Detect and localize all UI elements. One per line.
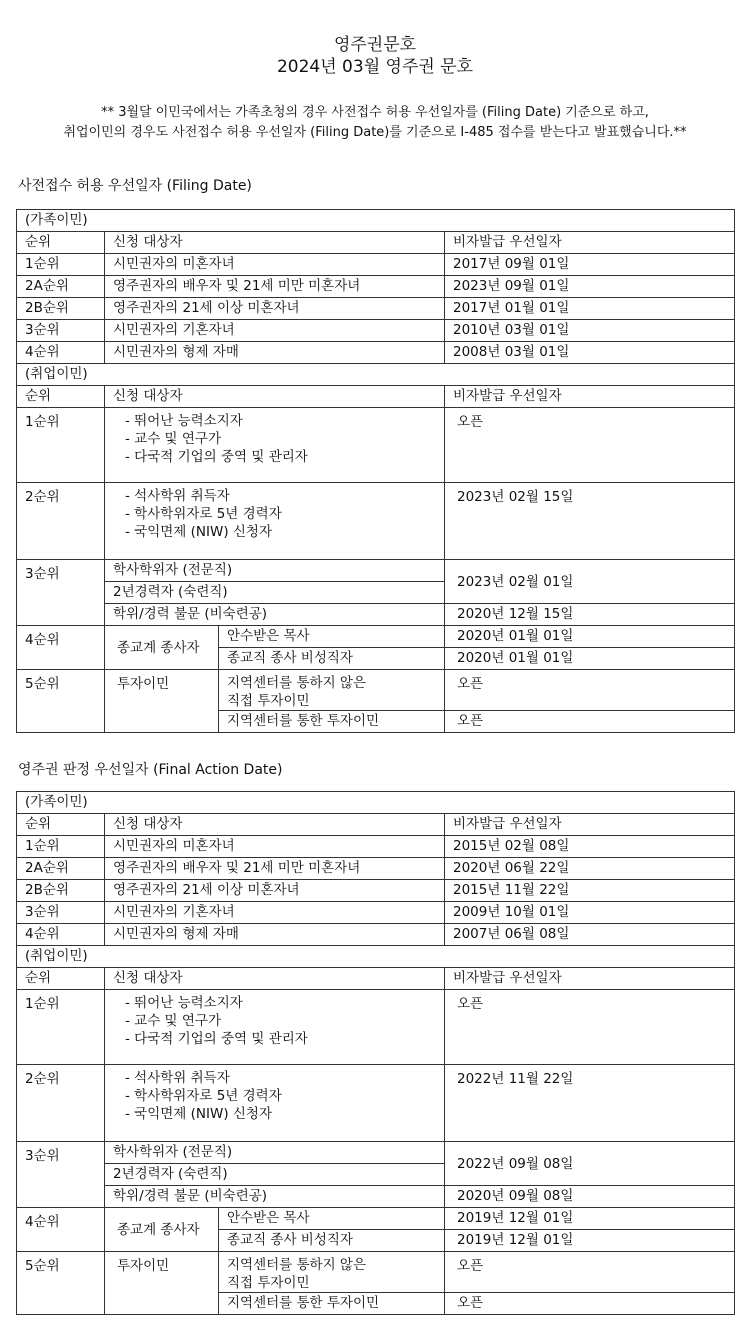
date-cell: 2019년 12월 01일 [445,1230,735,1252]
date-cell: 2020년 09월 08일 [445,1186,735,1208]
date-cell: 2007년 06월 08일 [445,924,735,946]
date-cell: 2017년 09월 01일 [445,254,735,276]
eb3-item: 학사학위자 (전문직) [105,560,445,582]
notice-line-1: ** 3월달 이민국에서는 가족초청의 경우 사전접수 허용 우선일자를 (Filing Date) 기준으로 하고, [101,105,649,120]
table-row [17,880,735,902]
rank-cell: 3순위 [17,902,105,924]
date-cell: 오픈 [445,711,735,733]
table-row [17,298,735,320]
date-cell: 2020년 01월 01일 [445,626,735,648]
rank-cell: 2순위 [17,483,105,560]
final-action-heading: 영주권 판정 우선일자 (Final Action Date) [18,762,283,778]
employment-section-row [17,364,735,386]
eb3-item: 2년경력자 (숙련직) [105,582,445,604]
date-cell: 오픈 [445,670,735,711]
eb1-item: - 뛰어난 능력소지자 [125,995,243,1011]
eb1-row [17,408,735,483]
applicant-cell: 영주권자의 21세 이상 미혼자녀 [105,298,445,320]
eb4-item: 안수받은 목사 [219,626,445,648]
rank-cell: 4순위 [17,626,105,670]
filing-date-heading: 사전접수 허용 우선일자 (Filing Date) [18,178,252,194]
eb3-row [17,604,735,626]
eb3-row [17,1142,735,1164]
page-title: 영주권문호 [333,35,417,55]
applicant-cell: 시민권자의 미혼자녀 [105,836,445,858]
date-cell: 2009년 10월 01일 [445,902,735,924]
eb5-row [17,670,735,711]
eb5-item: 직접 투자이민 [227,1275,310,1291]
table-row [17,320,735,342]
rank-cell: 1순위 [17,990,105,1065]
eb1-item: - 다국적 기업의 중역 및 관리자 [125,449,308,465]
final-action-table [16,791,735,1315]
eb3-row [17,560,735,582]
date-cell: 오픈 [445,408,735,483]
table-row [17,858,735,880]
eb5-item: 직접 투자이민 [227,693,310,709]
header-row [17,232,735,254]
applicant-cell: 시민권자의 형제 자매 [105,342,445,364]
eb5-item: 지역센터를 통한 투자이민 [219,711,445,733]
eb1-item: - 뛰어난 능력소지자 [125,413,243,429]
eb5-label: 투자이민 [105,1252,219,1315]
rank-cell: 2B순위 [17,880,105,902]
table-row [17,254,735,276]
col-date: 비자발급 우선일자 [445,232,735,254]
rank-cell: 5순위 [17,670,105,733]
eb1-applicant-cell [105,990,445,1065]
filing-date-table [16,209,735,733]
date-cell: 2023년 02월 15일 [445,483,735,560]
rank-cell: 3순위 [17,1142,105,1208]
date-cell: 2015년 11월 22일 [445,880,735,902]
eb3-item: 2년경력자 (숙련직) [105,1164,445,1186]
eb5-direct-cell [219,670,445,711]
employment-label: (취업이민) [17,364,735,386]
eb3-item: 학위/경력 불문 (비숙련공) [105,1186,445,1208]
rank-cell: 2순위 [17,1065,105,1142]
rank-cell: 5순위 [17,1252,105,1315]
table-row [17,342,735,364]
date-cell: 2019년 12월 01일 [445,1208,735,1230]
col-applicant: 신청 대상자 [105,814,445,836]
date-cell: 2015년 02월 08일 [445,836,735,858]
header-row [17,968,735,990]
eb2-row [17,1065,735,1142]
notice-line-2: 취업이민의 경우도 사전접수 허용 우선일자 (Filing Date)를 기준으로 I-485 접수를 받는다고 발표했습니다.** [63,125,687,140]
employment-section-row [17,946,735,968]
col-rank: 순위 [17,814,105,836]
rank-cell: 2A순위 [17,858,105,880]
eb4-item: 종교직 종사 비성직자 [219,648,445,670]
date-cell: 2022년 09월 08일 [445,1142,735,1186]
eb2-item: - 석사학위 취득자 [125,1070,230,1086]
applicant-cell: 시민권자의 기혼자녀 [105,320,445,342]
eb1-item: - 교수 및 연구가 [125,1013,221,1029]
rank-cell: 2B순위 [17,298,105,320]
rank-cell: 1순위 [17,836,105,858]
applicant-cell: 시민권자의 미혼자녀 [105,254,445,276]
date-cell: 오픈 [445,1252,735,1293]
col-rank: 순위 [17,386,105,408]
date-cell: 2023년 09월 01일 [445,276,735,298]
eb1-applicant-cell [105,408,445,483]
date-cell: 2020년 01월 01일 [445,648,735,670]
table-row [17,836,735,858]
family-section-row [17,210,735,232]
eb5-row [17,1252,735,1293]
applicant-cell: 영주권자의 배우자 및 21세 미만 미혼자녀 [105,276,445,298]
eb3-row [17,1186,735,1208]
applicant-cell: 시민권자의 형제 자매 [105,924,445,946]
eb3-item: 학위/경력 불문 (비숙련공) [105,604,445,626]
eb4-label: 종교계 종사자 [105,1208,219,1252]
col-applicant: 신청 대상자 [105,232,445,254]
eb4-item: 종교직 종사 비성직자 [219,1230,445,1252]
eb2-item: - 학사학위자로 5년 경력자 [125,1088,282,1104]
applicant-cell: 영주권자의 배우자 및 21세 미만 미혼자녀 [105,858,445,880]
rank-cell: 4순위 [17,342,105,364]
eb2-item: - 학사학위자로 5년 경력자 [125,506,282,522]
eb1-row [17,990,735,1065]
col-rank: 순위 [17,232,105,254]
rank-cell: 4순위 [17,924,105,946]
eb4-row [17,1208,735,1230]
rank-cell: 3순위 [17,320,105,342]
table-row [17,902,735,924]
eb5-direct-cell [219,1252,445,1293]
eb5-label: 투자이민 [105,670,219,733]
family-section-row [17,792,735,814]
col-date: 비자발급 우선일자 [445,968,735,990]
eb1-item: - 교수 및 연구가 [125,431,221,447]
date-cell: 2023년 02월 01일 [445,560,735,604]
eb5-item: 지역센터를 통하지 않은 [227,1257,366,1273]
header-row [17,386,735,408]
rank-cell: 1순위 [17,254,105,276]
eb4-row [17,626,735,648]
table-row [17,276,735,298]
date-cell: 2008년 03월 01일 [445,342,735,364]
rank-cell: 1순위 [17,408,105,483]
rank-cell: 3순위 [17,560,105,626]
eb4-label: 종교계 종사자 [105,626,219,670]
eb5-item: 지역센터를 통하지 않은 [227,675,366,691]
eb2-applicant-cell [105,1065,445,1142]
page-subtitle: 2024년 03월 영주권 문호 [276,57,474,77]
eb1-item: - 다국적 기업의 중역 및 관리자 [125,1031,308,1047]
date-cell: 2010년 03월 01일 [445,320,735,342]
date-cell: 2020년 12월 15일 [445,604,735,626]
eb2-applicant-cell [105,483,445,560]
col-date: 비자발급 우선일자 [445,386,735,408]
col-applicant: 신청 대상자 [105,968,445,990]
date-cell: 2017년 01월 01일 [445,298,735,320]
col-applicant: 신청 대상자 [105,386,445,408]
applicant-cell: 시민권자의 기혼자녀 [105,902,445,924]
rank-cell: 2A순위 [17,276,105,298]
date-cell: 2020년 06월 22일 [445,858,735,880]
eb2-row [17,483,735,560]
date-cell: 오픈 [445,990,735,1065]
table-row [17,924,735,946]
eb2-item: - 국익면제 (NIW) 신청자 [125,524,272,540]
col-rank: 순위 [17,968,105,990]
date-cell: 2022년 11월 22일 [445,1065,735,1142]
eb2-item: - 국익면제 (NIW) 신청자 [125,1106,272,1122]
family-label: (가족이민) [17,792,735,814]
applicant-cell: 영주권자의 21세 이상 미혼자녀 [105,880,445,902]
eb4-item: 안수받은 목사 [219,1208,445,1230]
employment-label: (취업이민) [17,946,735,968]
eb2-item: - 석사학위 취득자 [125,488,230,504]
family-label: (가족이민) [17,210,735,232]
eb5-item: 지역센터를 통한 투자이민 [219,1293,445,1315]
rank-cell: 4순위 [17,1208,105,1252]
header-row [17,814,735,836]
eb3-item: 학사학위자 (전문직) [105,1142,445,1164]
col-date: 비자발급 우선일자 [445,814,735,836]
date-cell: 오픈 [445,1293,735,1315]
